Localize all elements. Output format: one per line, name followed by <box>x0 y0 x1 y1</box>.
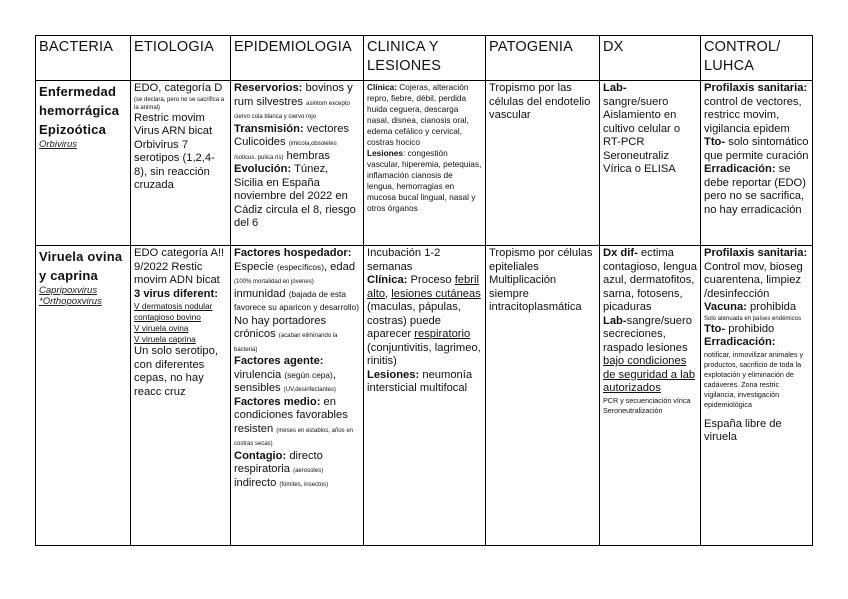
lesiones-text: neumonía intersticial multifocal <box>367 368 473 394</box>
reservorios-label: Reservorios: <box>234 82 303 94</box>
clinica-text: Cojeras, alteración repro, fiebre, débil, perdida huida ceguera, descarga nasal, disnea, cianosis oral, edema cefálico y cervical, costras hocico <box>367 82 469 147</box>
contagio-label: Contagio: <box>234 449 287 462</box>
dx-dif-label: Dx dif- <box>603 247 638 259</box>
cell-control <box>701 246 813 546</box>
etiologia-text: EDO categoría A!! 9/2022 Restic movim ADN bicat <box>134 247 225 286</box>
transmision-end: hembras <box>286 149 330 162</box>
agente-b-note: (UV,desinfectantes) <box>283 387 336 393</box>
hosp-a-note: (específicos) <box>276 261 324 272</box>
header-patogenia: PATOGENIA <box>486 36 600 81</box>
header-epidemiologia: EPIDEMIOLOGIA <box>231 36 364 81</box>
header-row <box>36 36 813 81</box>
cell-clinica: Incubación 1-2 semanas Clínica: Proceso febril alto, lesiones cutáneas (maculas, pápulas, costras) puede aparecer respiratorio (conjuntivitis, lagrimeo, rinitis) Lesiones: neumonía intersticial multifocal <box>364 246 486 546</box>
virus-label: 3 virus diferent: <box>134 287 218 300</box>
disease-name: Viruela ovina y caprina <box>39 249 123 283</box>
clinica-b: (maculas, pápulas, costras) puede aparecer <box>367 301 461 340</box>
profilaxis-text: control de vectores, restricc movim, vigilancia epidem <box>704 95 802 135</box>
transmision-label: Transmisión: <box>234 122 304 135</box>
dx-pcr: PCR y secuenciación vírica Seroneutralización <box>603 395 691 415</box>
disease-genus-2: *Orthopoxvirus <box>39 296 102 307</box>
profilaxis-label: Profilaxis sanitaria: <box>704 247 808 259</box>
clinica-label: Clínica: <box>367 82 397 92</box>
contagio-a: directo respiratoria <box>234 449 323 475</box>
evolucion-label: Evolución: <box>234 163 292 175</box>
profilaxis-label: Profilaxis sanitaria: <box>704 82 808 94</box>
dx-lab-label: Lab- <box>603 314 627 327</box>
dx-dif-text: ectima contagioso, lengua azul, dermatofitos, sarna, fotosens, picaduras <box>603 247 697 313</box>
lesiones-cutaneas: lesiones cutáneas <box>391 287 481 300</box>
hosp-b: , edad <box>323 260 356 273</box>
header-etiologia: ETIOLOGIA <box>131 36 231 81</box>
cell-patogenia <box>486 246 600 546</box>
medio-label: Factores medio: <box>234 395 321 408</box>
erradicacion-note: notificar, inmovilizar animales y productos, sacrificio de toda la explotación y eliminación de cadáveres. Zona restric vigilancia, investigación epidemiológica <box>704 349 804 409</box>
cell-epidemiologia <box>231 81 364 246</box>
reservorios-text: bovinos y rum silvestres <box>234 82 353 108</box>
dx-bajo-condiciones: bajo condiciones de seguridad a lab autorizados <box>603 355 696 394</box>
agente-a-note: (según cepa) <box>284 369 333 380</box>
hosp-a: Especie <box>234 260 274 273</box>
spacer <box>704 410 809 418</box>
cell-etiologia <box>131 246 231 546</box>
evolucion-text: Túnez, Sicilia en España noviembre del 2022 en Cádiz circula el 8, riesgo del 6 <box>234 163 356 229</box>
etiologia-text-b: Un solo serotipo, con diferentes cepas, no hay reacc cruz <box>134 345 218 398</box>
vacuna-label: Vacuna: <box>704 301 747 313</box>
cell-clinica <box>364 81 486 246</box>
etiologia-text-b: Restric movim Virus ARN bicat Orbivirus 7 serotipos (1,2,4-8), sin reacción cruzada <box>134 111 215 191</box>
contagio-b-note: (fómites, insectos) <box>279 481 329 488</box>
profilaxis-text: Control mov, bioseg cuarentena, limpiez /desinfección <box>704 260 803 300</box>
medio-text: en condiciones favorables resisten <box>234 395 348 435</box>
cell-etiologia <box>131 81 231 246</box>
erradicacion-label: Erradicación: <box>704 336 776 348</box>
agente-b: , sensibles <box>234 368 336 394</box>
erradicacion-label: Erradicación: <box>704 163 776 175</box>
cell-patogenia <box>486 81 600 246</box>
transmision-text: vectores Culicoides <box>234 122 350 148</box>
patogenia-text: Tropismo por células epiteliales Multiplicación siempre intracitoplasmática <box>489 247 593 313</box>
clinica-a: Proceso <box>410 274 452 286</box>
cell-epidemiologia <box>231 246 364 546</box>
disease-comparison-table <box>35 35 813 546</box>
cell-dx <box>600 246 701 546</box>
table-row-viruela <box>36 246 813 546</box>
etiologia-note: (se declara, pero no se sacrifica a la animal) <box>134 96 225 111</box>
disease-genus: Capripoxvirus <box>39 285 98 296</box>
etiologia-text: EDO, categoría D <box>134 82 223 94</box>
lesiones-label: Lesiones: <box>367 368 420 381</box>
erradicacion-text: se debe reportar (EDO) pero no se sacrifica, no hay erradicación <box>704 163 806 216</box>
cell-disease-name <box>36 81 131 246</box>
agente-a: virulencia <box>234 368 282 381</box>
hosp-c-note: (bajada de esta favorece su aparicon y desarrollo) <box>234 288 359 312</box>
virus-item: V dermatosis nodular contagioso bovino <box>134 301 213 322</box>
hosp-d: No hay portadores crónicos <box>234 314 327 340</box>
clinica-c: (conjuntivitis, lagrimeo, rinitis) <box>367 341 481 367</box>
table-row-ehe <box>36 81 813 246</box>
lesiones-label: Lesiones <box>367 148 403 158</box>
cell-dx <box>600 81 701 246</box>
incubacion-text: Incubación 1-2 semanas <box>367 247 441 273</box>
cell-control <box>701 81 813 246</box>
respiratorio: respiratorio <box>414 328 471 340</box>
patogenia-text: Tropismo por las células del endotelio vascular <box>489 82 591 121</box>
agente-label: Factores agente: <box>234 355 324 367</box>
tto-label: Tto- <box>704 136 726 148</box>
lesiones-text: : congestión vascular, hiperemia, petequias, inflamación cianosis de lengua, hemorragias en mucosa bucal lingual, nasal y otros órganos <box>367 148 482 213</box>
cell-disease-name <box>36 246 131 546</box>
vacuna-note: Solo atenuada en países endémicos <box>704 315 802 322</box>
hosp-d-note: (acaban eliminando la bacteria) <box>234 333 338 353</box>
hosp-label: Factores hospedador: <box>234 247 352 259</box>
transmision-note: (imicola,obsoletes /soticus. pulica ris) <box>234 141 337 161</box>
febril-alto: febril alto <box>367 274 479 300</box>
disease-genus: Orbivirus <box>39 139 78 150</box>
espana-text: España libre de viruela <box>704 417 782 443</box>
disease-name: Enfermedad hemorrágica Epizoótica <box>39 84 120 137</box>
dx-lab-label: Lab- <box>603 82 627 94</box>
header-dx: DX <box>600 36 701 81</box>
hosp-c: inmunidad <box>234 287 286 300</box>
vacuna-text: prohibida <box>750 301 797 313</box>
tto-text: prohibido <box>728 322 775 335</box>
reservorios-note: asintom excepto ciervo cola blanca y ciervo rojo <box>234 100 350 120</box>
dx-text: sangre/suero Aislamiento en cultivo celular o RT-PCR Seroneutraliz Vírica o ELISA <box>603 95 681 175</box>
contagio-b: indirecto <box>234 476 277 489</box>
contagio-a-note: (aerosoles) <box>293 468 324 474</box>
header-clinica: CLINICA Y LESIONES <box>364 36 486 81</box>
clinica-label: Clínica: <box>367 274 408 286</box>
header-control: CONTROL/ LUHCA <box>701 36 813 81</box>
medio-note: (meses en establos, años en costras secas) <box>234 427 354 447</box>
header-bacteria: BACTERIA <box>36 36 131 81</box>
virus-item: V viruela caprina <box>134 334 196 344</box>
dx-lab-text: sangre/suero secreciones, raspado lesiones <box>603 314 692 354</box>
virus-item: V viruela ovina <box>134 323 189 333</box>
tto-label: Tto- <box>704 322 726 335</box>
hosp-b-note: (100% mortalidad en jóvenes) <box>234 279 314 285</box>
tto-text: solo sintomático que permite curación <box>704 136 809 162</box>
